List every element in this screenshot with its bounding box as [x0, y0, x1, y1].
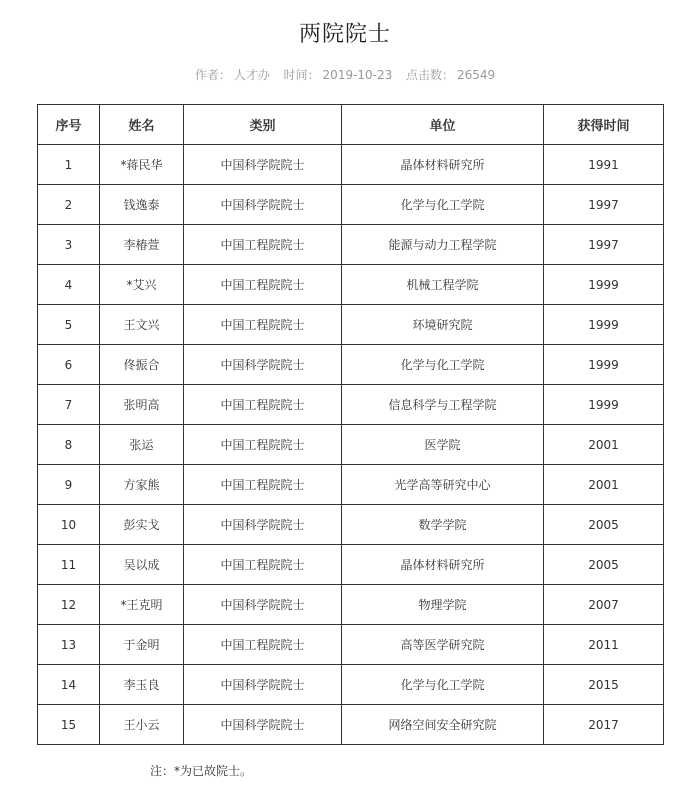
page-title: 两院院士: [298, 22, 391, 47]
cell-index: 15: [38, 705, 100, 745]
cell-year: 2001: [544, 425, 664, 465]
cell-index: 10: [38, 505, 100, 545]
cell-index: 5: [38, 305, 100, 345]
cell-year: 1999: [544, 265, 664, 305]
cell-unit: 物理学院: [342, 585, 544, 625]
time-label: 时间：: [283, 68, 320, 82]
table-row: [38, 345, 664, 385]
cell-year: 2007: [544, 585, 664, 625]
cell-name: 张明高: [100, 385, 184, 425]
cell-index: 4: [38, 265, 100, 305]
cell-category: 中国科学院院士: [184, 585, 342, 625]
cell-category: 中国工程院院士: [184, 305, 342, 345]
cell-category: 中国科学院院士: [184, 505, 342, 545]
cell-unit: 化学与化工学院: [342, 185, 544, 225]
cell-category: 中国工程院院士: [184, 225, 342, 265]
table-row: [38, 625, 664, 665]
cell-index: 6: [38, 345, 100, 385]
cell-unit: 信息科学与工程学院: [342, 385, 544, 425]
cell-index: 1: [38, 145, 100, 185]
clicks-label: 点击数：: [405, 68, 454, 82]
cell-category: 中国科学院院士: [184, 705, 342, 745]
cell-name: 王文兴: [100, 305, 184, 345]
cell-category: 中国科学院院士: [184, 185, 342, 225]
table-row: [38, 705, 664, 745]
cell-unit: 网络空间安全研究院: [342, 705, 544, 745]
cell-year: 1999: [544, 305, 664, 345]
table-row: [38, 465, 664, 505]
table-row: [38, 145, 664, 185]
cell-index: 2: [38, 185, 100, 225]
cell-category: 中国工程院院士: [184, 465, 342, 505]
table-row: [38, 585, 664, 625]
cell-year: 1999: [544, 385, 664, 425]
cell-name: 彭实戈: [100, 505, 184, 545]
table-row: [38, 665, 664, 705]
cell-year: 1999: [544, 345, 664, 385]
cell-unit: 晶体材料研究所: [342, 145, 544, 185]
time-value: 2019-10-23: [322, 68, 393, 82]
header-year: 获得时间: [544, 105, 664, 145]
academicians-table: [37, 104, 664, 745]
cell-name: 张运: [100, 425, 184, 465]
cell-category: 中国工程院院士: [184, 385, 342, 425]
cell-name: *艾兴: [100, 265, 184, 305]
header-index: 序号: [38, 105, 100, 145]
cell-index: 14: [38, 665, 100, 705]
cell-name: 佟振合: [100, 345, 184, 385]
cell-index: 7: [38, 385, 100, 425]
cell-name: 于金明: [100, 625, 184, 665]
cell-unit: 能源与动力工程学院: [342, 225, 544, 265]
cell-index: 11: [38, 545, 100, 585]
cell-name: *王克明: [100, 585, 184, 625]
cell-index: 8: [38, 425, 100, 465]
table-row: [38, 385, 664, 425]
cell-year: 2005: [544, 505, 664, 545]
cell-category: 中国科学院院士: [184, 345, 342, 385]
cell-unit: 高等医学研究院: [342, 625, 544, 665]
cell-index: 12: [38, 585, 100, 625]
cell-name: 王小云: [100, 705, 184, 745]
footnote: 注：*为已故院士。: [150, 764, 253, 778]
cell-category: 中国科学院院士: [184, 665, 342, 705]
header-unit: 单位: [342, 105, 544, 145]
cell-year: 2011: [544, 625, 664, 665]
cell-unit: 机械工程学院: [342, 265, 544, 305]
cell-year: 1991: [544, 145, 664, 185]
cell-name: 吴以成: [100, 545, 184, 585]
cell-category: 中国工程院院士: [184, 265, 342, 305]
table-body: [38, 145, 664, 745]
cell-year: 2005: [544, 545, 664, 585]
cell-name: 李椿萱: [100, 225, 184, 265]
author-value: 人才办: [233, 68, 270, 82]
cell-name: 李玉良: [100, 665, 184, 705]
cell-unit: 化学与化工学院: [342, 665, 544, 705]
article-meta: [0, 66, 690, 83]
cell-unit: 数学学院: [342, 505, 544, 545]
cell-category: 中国工程院院士: [184, 425, 342, 465]
table-row: [38, 265, 664, 305]
header-category: 类别: [184, 105, 342, 145]
table-row: [38, 425, 664, 465]
cell-unit: 医学院: [342, 425, 544, 465]
table-row: [38, 225, 664, 265]
cell-year: 2001: [544, 465, 664, 505]
table-row: [38, 505, 664, 545]
cell-name: 钱逸泰: [100, 185, 184, 225]
cell-unit: 光学高等研究中心: [342, 465, 544, 505]
cell-index: 3: [38, 225, 100, 265]
table-row: [38, 545, 664, 585]
cell-unit: 环境研究院: [342, 305, 544, 345]
cell-name: *蒋民华: [100, 145, 184, 185]
cell-year: 1997: [544, 225, 664, 265]
cell-year: 2017: [544, 705, 664, 745]
cell-category: 中国科学院院士: [184, 145, 342, 185]
table-row: [38, 305, 664, 345]
cell-category: 中国工程院院士: [184, 625, 342, 665]
author-label: 作者：: [194, 68, 231, 82]
cell-year: 2015: [544, 665, 664, 705]
cell-unit: 化学与化工学院: [342, 345, 544, 385]
cell-category: 中国工程院院士: [184, 545, 342, 585]
clicks-value: 26549: [456, 68, 496, 82]
cell-unit: 晶体材料研究所: [342, 545, 544, 585]
cell-year: 1997: [544, 185, 664, 225]
header-name: 姓名: [100, 105, 184, 145]
table-row: [38, 185, 664, 225]
cell-index: 9: [38, 465, 100, 505]
table-header-row: [38, 105, 664, 145]
cell-index: 13: [38, 625, 100, 665]
cell-name: 方家熊: [100, 465, 184, 505]
